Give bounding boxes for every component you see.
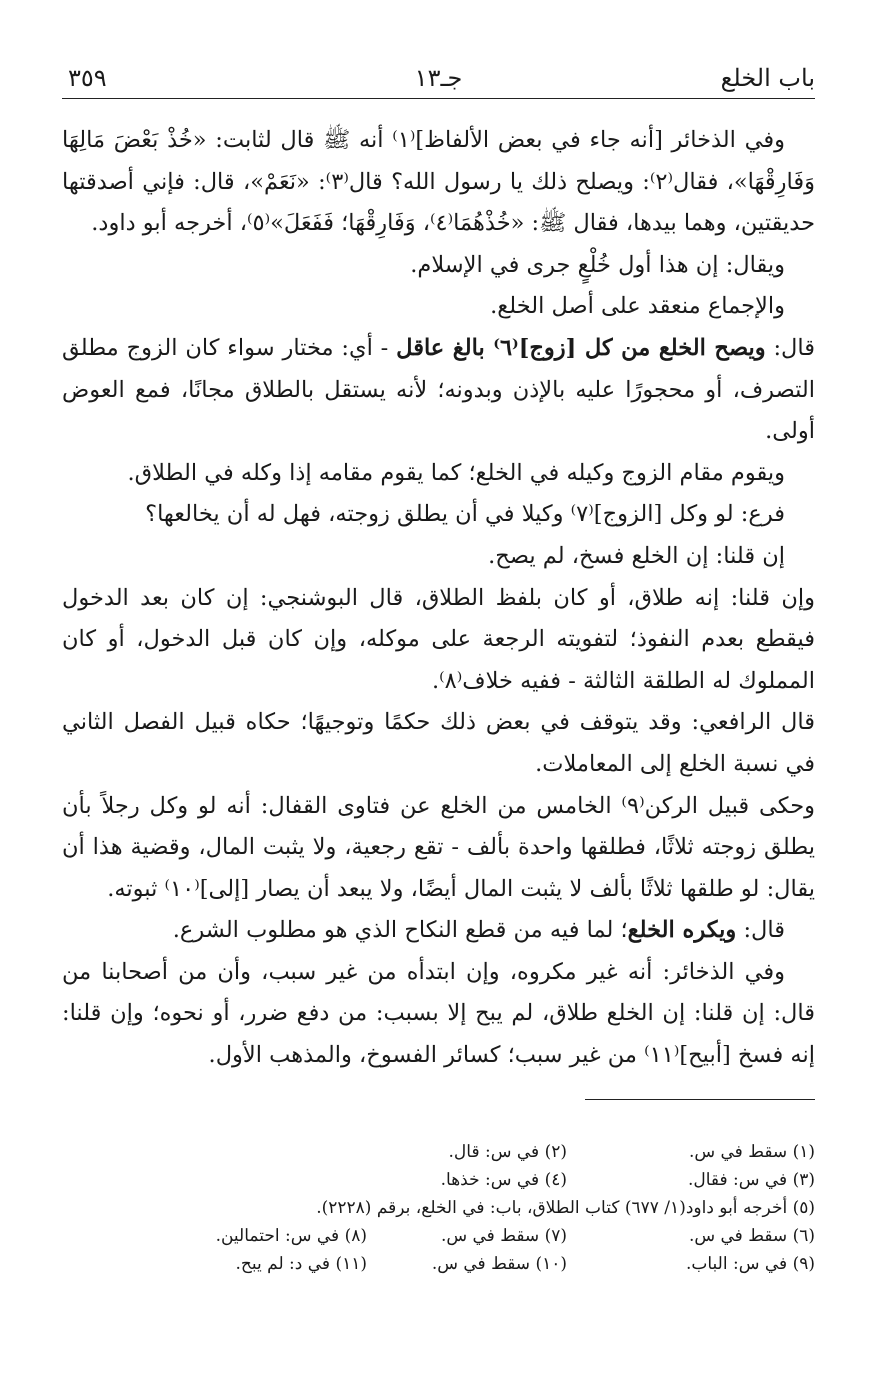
text-run: ؛ لما فيه من قطع النكاح الذي هو مطلوب الشرع. (172, 917, 628, 944)
footnote: (٦) سقط في س. (688, 1226, 815, 1246)
footnote: (١) سقط في س. (688, 1142, 815, 1162)
footnote: (٣) في س: فقال. (687, 1170, 815, 1190)
paragraph: ويقوم مقام الزوج وكيله في الخلع؛ كما يقوم مقامه إذا وكله في الطلاق. (127, 459, 785, 486)
footnote-row (62, 1194, 815, 1222)
text-run: قال: (765, 334, 815, 361)
footnote-row (62, 1138, 815, 1166)
paragraph: وحكى قبيل الركن⁽٩⁾ الخامس من الخلع عن فتاوى القفال: أنه لو وكل رجلاً بأن يطلق زوجته ثلاثًا، فطلقها واحدة بألف - تقع رجعية، ولا يثبت المال، وقضية هذا أن يقال: لو طلقها ثلاثًا بألف لا يثبت المال أيضًا، ولا يبعد أن يصار [إلى]⁽١٠⁾ ثبوته. (62, 792, 815, 902)
footnote: (٥) أخرجه أبو داود(١/ ٦٧٧) كتاب الطلاق، باب: في الخلع، برقم (٢٢٢٨). (316, 1198, 815, 1218)
matn-bold-text: ويكره الخلع (627, 917, 737, 944)
paragraph (62, 328, 815, 453)
main-text (62, 120, 815, 1077)
paragraph: إن قلنا: إن الخلع فسخ، لم يصح. (488, 542, 785, 569)
footnote: (٢) في س: قال. (448, 1142, 567, 1162)
chapter-title: باب الخلع (720, 64, 815, 92)
paragraph: وفي الذخائر [أنه جاء في بعض الألفاظ]⁽١⁾ أنه ﷺ قال لثابت: «خُذْ بَعْضَ مَالِهَا وَفَارِقْهَا»، فقال⁽٢⁾: ويصلح ذلك يا رسول الله؟ قال⁽٣⁾: «نَعَمْ»، قال: فإني أصدقتها حديقتين، وهما بيدها، فقال ﷺ: «خُذْهُمَا⁽٤⁾، وَفَارِقْهَا؛ فَفَعَلَ»⁽٥⁾، أخرجه أبو داود. (62, 127, 815, 237)
page-number: ٣٥٩ (68, 64, 107, 92)
footnote: (٤) في س: خذها. (440, 1170, 567, 1190)
paragraph: وفي الذخائر: أنه غير مكروه، وإن ابتدأه من غير سبب، وأن من أصحابنا من قال: إن قلنا: إن الخلع طلاق، لم يبح إلا بسبب: من دفع ضرر، أو نحوه؛ وإن قلنا: إنه فسخ [أبيح]⁽١١⁾ من غير سبب؛ كسائر الفسوخ، والمذهب الأول. (62, 958, 815, 1069)
paragraph: قال الرافعي: وقد يتوقف في بعض ذلك حكمًا وتوجيهًا؛ حكاه قبيل الفصل الثاني في نسبة الخلع إلى المعاملات. (62, 709, 815, 777)
text-run: - أي: مختار سواء كان الزوج مطلق التصرف، أو محجورًا عليه بالإذن وبدونه؛ لأنه يستقل بالطلاق مجانًا، فمع العوض أولى. (62, 334, 815, 445)
footnote-row (62, 1222, 815, 1250)
footnote: (٧) سقط في س. (440, 1226, 567, 1246)
footnote-row (62, 1250, 815, 1278)
footnote-divider (585, 1099, 815, 1100)
footnotes (62, 1138, 815, 1278)
volume-number: جـ١٣ (414, 64, 463, 92)
footnote: (٩) في س: الباب. (685, 1254, 815, 1274)
paragraph: وإن قلنا: إنه طلاق، أو كان بلفظ الطلاق، قال البوشنجي: إن كان بعد الدخول فيقطع بعدم النفوذ؛ لتفويته الرجعة على موكله، وإن كان قبل الدخول، أو كان المملوك له الطلقة الثالثة - ففيه خلاف⁽٨⁾. (62, 584, 815, 694)
paragraph: والإجماع منعقد على أصل الخلع. (490, 293, 785, 320)
footnote: (٨) في س: احتمالين. (215, 1226, 367, 1246)
matn-bold-text: ويصح الخلع من كل [زوج]⁽٦⁾ بالغ عاقل (396, 334, 766, 361)
paragraph: ويقال: إن هذا أول خُلْعٍ جرى في الإسلام. (410, 251, 785, 278)
footnote: (١١) في د: لم يبح. (235, 1254, 367, 1274)
footnote-row (62, 1166, 815, 1194)
running-header (62, 56, 815, 99)
paragraph: فرع: لو وكل [الزوج]⁽٧⁾ وكيلا في أن يطلق زوجته، فهل له أن يخالعها؟ (145, 501, 785, 528)
paragraph (62, 910, 815, 952)
text-run: قال: (736, 917, 785, 944)
footnote: (١٠) سقط في س. (431, 1254, 567, 1274)
